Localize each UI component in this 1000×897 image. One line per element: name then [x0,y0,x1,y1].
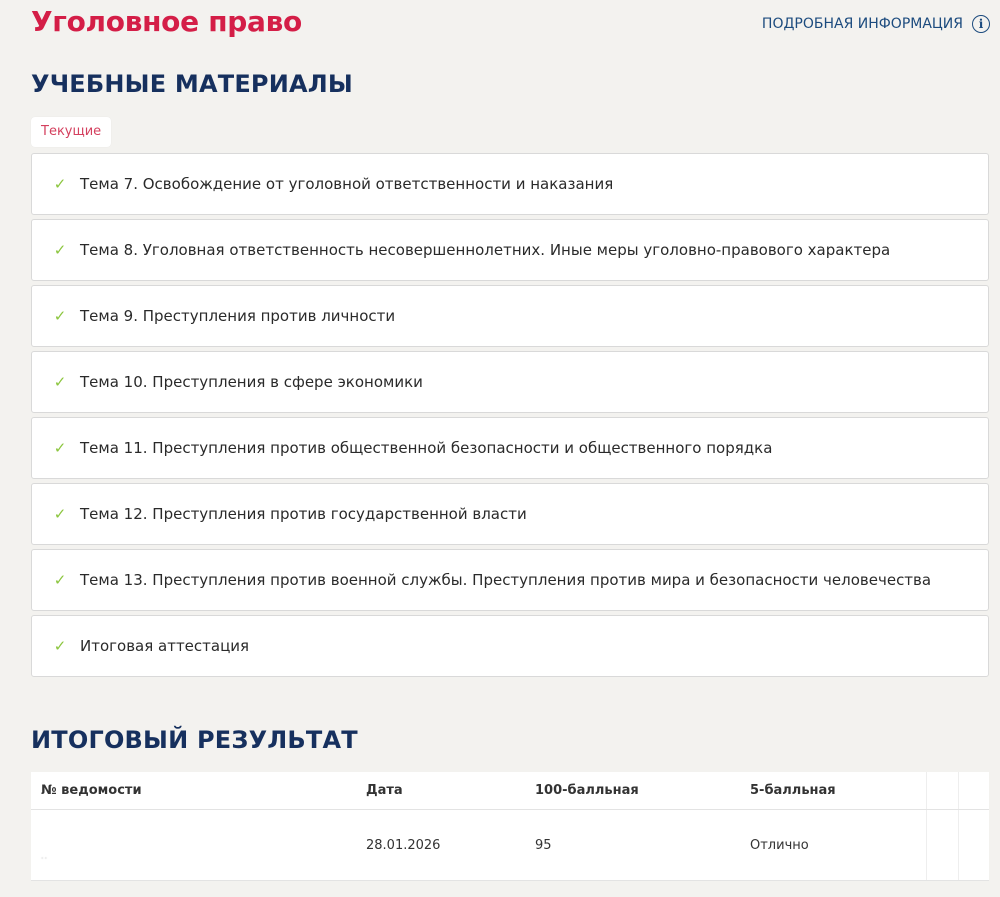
cell-number [31,828,356,863]
topic-item[interactable] [31,285,989,347]
check-icon: ✓ [53,307,67,325]
cell-empty [958,810,989,880]
topic-item[interactable] [31,615,989,677]
check-icon: ✓ [53,241,67,259]
check-icon: ✓ [53,505,67,523]
topic-label: Тема 11. Преступления против общественной безопасности и общественного порядка [80,439,773,457]
check-icon: ✓ [53,637,67,655]
column-header-date: Дата [366,783,403,798]
topic-label: Тема 7. Освобождение от уголовной ответственности и наказания [80,175,614,193]
info-link-label: ПОДРОБНАЯ ИНФОРМАЦИЯ [761,16,963,32]
results-header-row [31,772,989,810]
topic-label: Тема 10. Преступления в сфере экономики [80,373,423,391]
column-header-number: № ведомости [41,783,142,798]
info-icon[interactable]: i [972,15,990,33]
cell-date: 28.01.2026 [366,837,441,853]
column-header-empty [926,772,958,809]
table-row [31,810,989,881]
topic-item[interactable] [31,417,989,479]
column-header-score5: 5-балльная [750,783,836,798]
topic-item[interactable] [31,219,989,281]
course-title: Уголовное право [31,5,302,38]
topic-item[interactable] [31,549,989,611]
topic-item[interactable] [31,351,989,413]
topic-label: Тема 13. Преступления против военной службы. Преступления против мира и безопасности человечества [80,571,932,589]
tab-current[interactable]: Текущие [31,117,111,147]
info-link[interactable] [762,15,990,33]
materials-title: УЧЕБНЫЕ МАТЕРИАЛЫ [31,70,353,98]
cell-number-value: ·· [41,853,49,863]
topic-label: Итоговая аттестация [80,637,250,655]
topic-item[interactable] [31,153,989,215]
topic-item[interactable] [31,483,989,545]
topic-label: Тема 12. Преступления против государственной власти [80,505,527,523]
topics-list [31,153,989,681]
topic-label: Тема 9. Преступления против личности [80,307,396,325]
check-icon: ✓ [53,439,67,457]
check-icon: ✓ [53,175,67,193]
check-icon: ✓ [53,373,67,391]
result-title: ИТОГОВЫЙ РЕЗУЛЬТАТ [31,726,358,754]
column-header-score100: 100-балльная [535,783,639,798]
cell-score100: 95 [535,837,552,853]
topic-label: Тема 8. Уголовная ответственность несовершеннолетних. Иные меры уголовно-правового характера [80,241,891,259]
results-table [31,772,989,881]
column-header-empty [958,772,989,809]
cell-empty [926,810,958,880]
check-icon: ✓ [53,571,67,589]
cell-score5: Отлично [750,837,809,853]
